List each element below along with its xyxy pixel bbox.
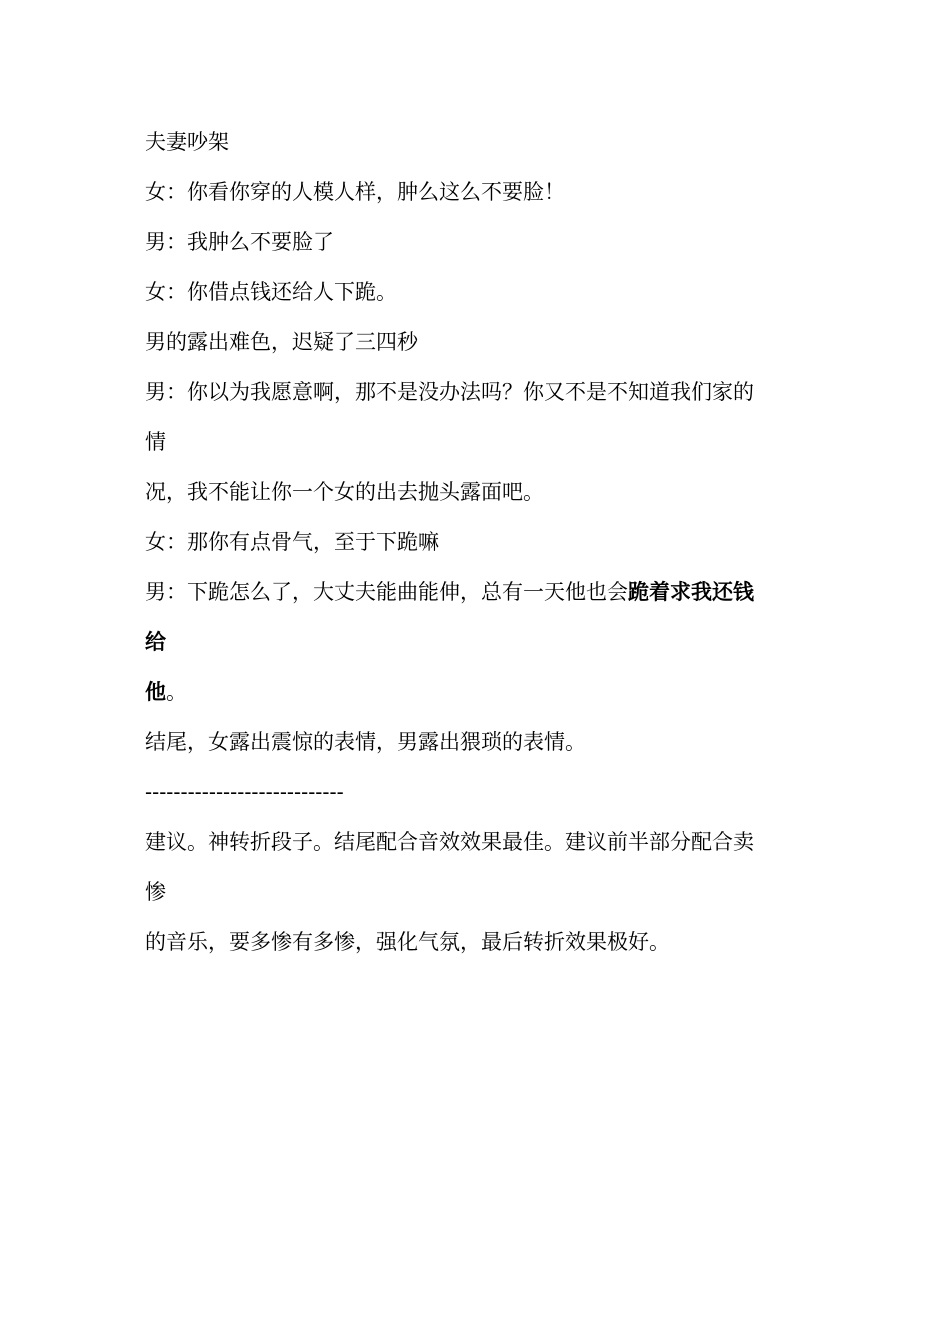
dialogue-line: 男：你以为我愿意啊，那不是没办法吗？你又不是不知道我们家的: [145, 380, 754, 404]
suggestion-line: 建议。神转折段子。结尾配合音效效果最佳。建议前半部分配合卖: [145, 830, 754, 854]
dialogue-text: 男：下跪怎么了，大丈夫能曲能伸，总有一天他也会: [145, 580, 628, 604]
dialogue-line: 女：那你有点骨气，至于下跪嘛: [145, 530, 439, 554]
emphasis-line: 给: [145, 629, 166, 654]
document-body: [145, 120, 805, 970]
dialogue-line-wrap: 情: [145, 430, 166, 454]
dialogue-line: [145, 670, 805, 720]
dialogue-line: [145, 570, 805, 620]
narration-line: 男的露出难色，迟疑了三四秒: [145, 330, 418, 354]
suggestion-line-wrap: 惨: [145, 880, 166, 904]
dialogue-line: 况，我不能让你一个女的出去抛头露面吧。: [145, 480, 544, 504]
dialogue-line: 男：我肿么不要脸了: [145, 230, 334, 254]
ending-line: 结尾，女露出震惊的表情，男露出猥琐的表情。: [145, 730, 586, 754]
document-title: 夫妻吵架: [145, 130, 229, 154]
dialogue-line: 女：你借点钱还给人下跪。: [145, 280, 397, 304]
emphasis-text: 跪着求我还钱: [628, 579, 754, 604]
separator: ----------------------------: [145, 780, 344, 804]
punctuation: 。: [166, 680, 187, 704]
dialogue-line: 女：你看你穿的人模人样，肿么这么不要脸！: [145, 180, 565, 204]
emphasis-text: 他: [145, 679, 166, 704]
suggestion-line: 的音乐，要多惨有多惨，强化气氛，最后转折效果极好。: [145, 930, 670, 954]
